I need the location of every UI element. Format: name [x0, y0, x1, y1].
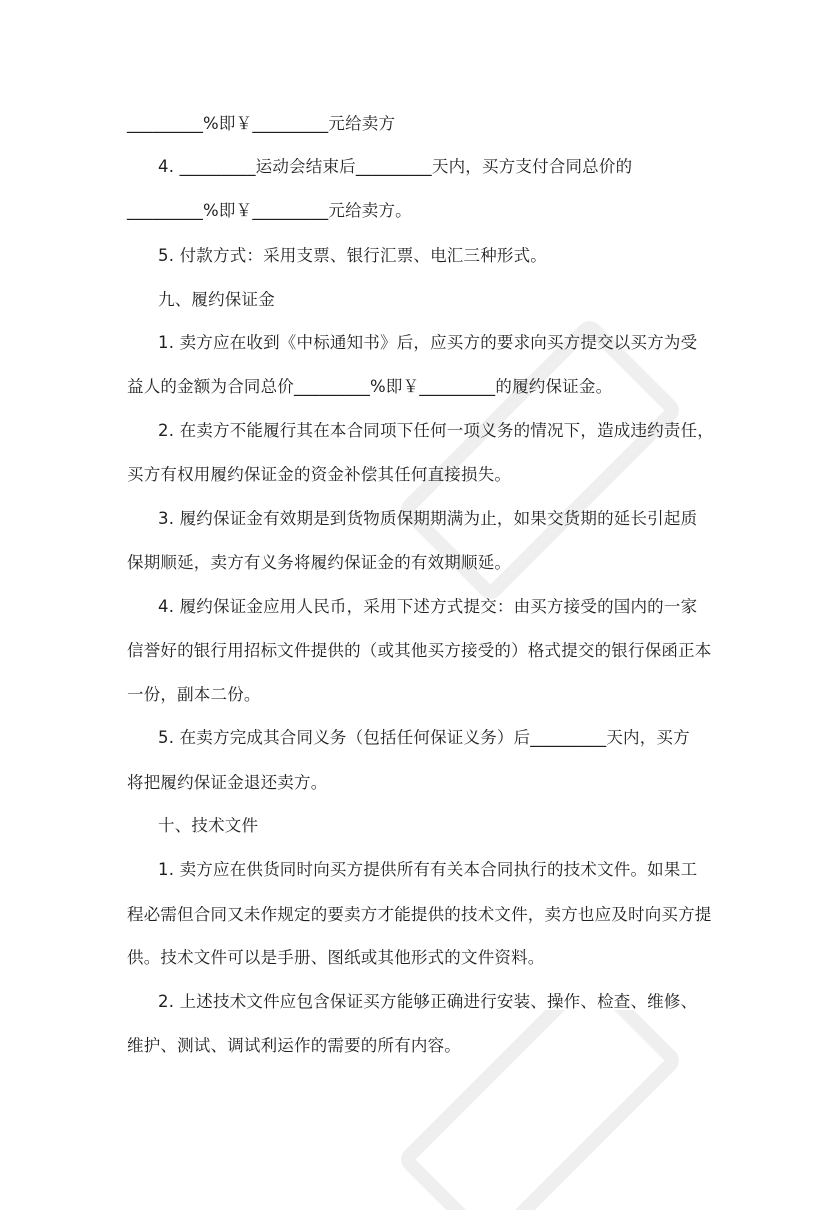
- paragraph-line: 4. 履约保证金应用人民币，采用下述方式提交：由买方接受的国内的一家: [158, 597, 698, 616]
- paragraph-line: 一份，副本二份。: [127, 685, 261, 704]
- paragraph-line: 1. 卖方应在收到《中标通知书》后，应买方的要求向买方提交以买方为受: [158, 333, 698, 352]
- paragraph-line: 保期顺延，卖方有义务将履约保证金的有效期顺延。: [127, 553, 512, 572]
- paragraph-line: 5. 付款方式：采用支票、银行汇票、电汇三种形式。: [158, 246, 547, 265]
- paragraph-line: 4. _________运动会结束后_________天内，买方支付合同总价的: [158, 157, 633, 176]
- paragraph-line: 3. 履约保证金有效期是到货物质保期期满为止，如果交货期的延长引起质: [158, 509, 698, 528]
- paragraph-line: 1. 卖方应在供货同时向买方提供所有有关本合同执行的技术文件。如果工: [158, 860, 698, 879]
- paragraph-line: 2. 在卖方不能履行其在本合同项下任何一项义务的情况下，造成违约责任，: [158, 421, 714, 440]
- paragraph-line: 5. 在卖方完成其合同义务（包括任何保证义务）后_________天内，买方: [158, 728, 690, 747]
- section-heading: 十、技术文件: [158, 816, 259, 835]
- paragraph-line: 信誉好的银行用招标文件提供的（或其他买方接受的）格式提交的银行保函正本: [127, 641, 712, 660]
- paragraph-line: 程必需但合同又未作规定的要卖方才能提供的技术文件，卖方也应及时向买方提: [127, 905, 712, 924]
- paragraph-line: 买方有权用履约保证金的资金补偿其任何直接损失。: [127, 465, 512, 484]
- paragraph-line: 2. 上述技术文件应包含保证买方能够正确进行安装、操作、检查、维修、: [158, 992, 698, 1011]
- paragraph-line: 维护、测试、调试利运作的需要的所有内容。: [127, 1036, 461, 1055]
- section-heading: 九、履约保证金: [158, 290, 275, 309]
- paragraph-line: _________%即￥_________元给卖方: [127, 114, 396, 133]
- paragraph-line: 供。技术文件可以是手册、图纸或其他形式的文件资料。: [127, 948, 545, 967]
- paragraph-line: _________%即￥_________元给卖方。: [127, 201, 412, 220]
- paragraph-line: 益人的金额为合同总价_________%即￥_________的履约保证金。: [127, 377, 613, 396]
- paragraph-line: 将把履约保证金退还卖方。: [127, 773, 328, 792]
